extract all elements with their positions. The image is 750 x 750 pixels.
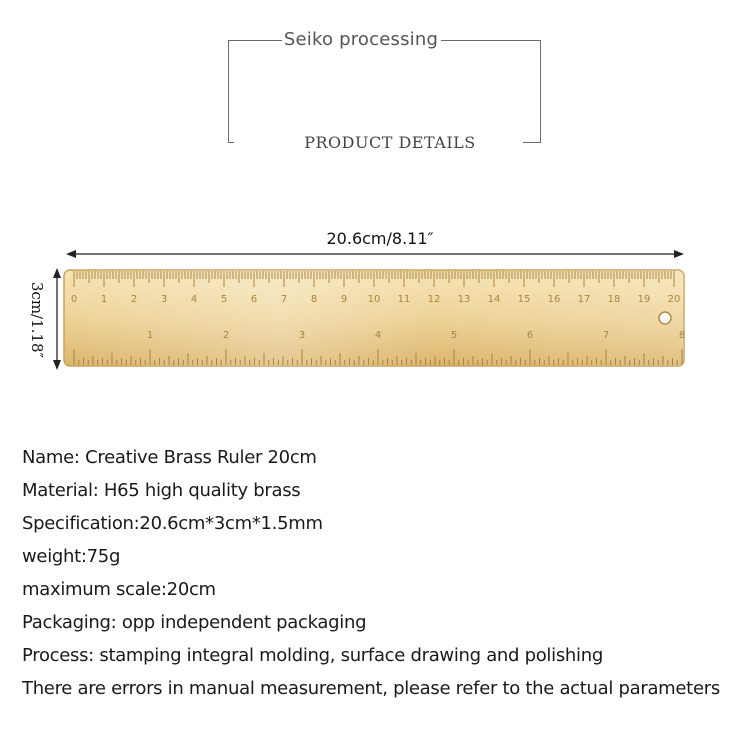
top-scale-label: 1 <box>100 294 108 305</box>
top-scale-label: 16 <box>547 294 561 305</box>
top-scale-label: 17 <box>577 294 591 305</box>
header-title: Seiko processing <box>283 29 439 50</box>
top-scale-label: 6 <box>250 294 258 305</box>
top-scale-label: 19 <box>637 294 651 305</box>
spec-list <box>22 441 742 705</box>
spec-name: Name: Creative Brass Ruler 20cm <box>22 447 317 468</box>
bottom-scale-label: 6 <box>526 330 534 341</box>
bottom-scale-label: 2 <box>222 330 230 341</box>
bottom-scale-label: 4 <box>374 330 382 341</box>
top-scale-label: 4 <box>190 294 198 305</box>
top-scale-ticks <box>74 271 674 287</box>
top-scale-label: 5 <box>220 294 228 305</box>
top-scale-label: 14 <box>487 294 501 305</box>
height-arrow <box>53 268 61 370</box>
spec-process: Process: stamping integral molding, surface drawing and polishing <box>22 645 603 666</box>
bottom-scale-label: 3 <box>298 330 306 341</box>
header-subtitle: PRODUCT DETAILS <box>304 133 476 152</box>
spec-max-scale: maximum scale:20cm <box>22 579 216 600</box>
spec-packaging: Packaging: opp independent packaging <box>22 612 367 633</box>
top-scale-label: 8 <box>310 294 318 305</box>
bottom-scale-label: 5 <box>450 330 458 341</box>
bottom-scale-label: 8 <box>678 330 686 341</box>
ruler-hole <box>659 312 671 324</box>
top-scale-label: 13 <box>457 294 471 305</box>
top-scale-label: 9 <box>340 294 348 305</box>
top-scale-label: 20 <box>667 294 681 305</box>
top-scale-label: 3 <box>160 294 168 305</box>
spec-weight: weight:75g <box>22 546 121 567</box>
top-scale-labels <box>71 294 681 305</box>
top-scale-label: 15 <box>517 294 531 305</box>
width-arrow <box>66 250 684 258</box>
top-scale-label: 0 <box>70 294 78 305</box>
height-dimension-label: 3cm/1.18″ <box>28 281 46 359</box>
bottom-scale-label: 7 <box>602 330 610 341</box>
top-scale-label: 18 <box>607 294 621 305</box>
top-scale-label: 2 <box>130 294 138 305</box>
brass-ruler <box>62 268 686 370</box>
spec-material: Material: H65 high quality brass <box>22 480 301 501</box>
top-scale-label: 10 <box>367 294 381 305</box>
width-dimension-label: 20.6cm/8.11″ <box>326 229 434 248</box>
top-scale-label: 11 <box>397 294 411 305</box>
spec-note: There are errors in manual measurement, please refer to the actual parameters <box>22 678 720 699</box>
spec-specification: Specification:20.6cm*3cm*1.5mm <box>22 513 323 534</box>
bottom-scale-label: 1 <box>146 330 154 341</box>
top-scale-label: 7 <box>280 294 288 305</box>
top-scale-label: 12 <box>427 294 441 305</box>
